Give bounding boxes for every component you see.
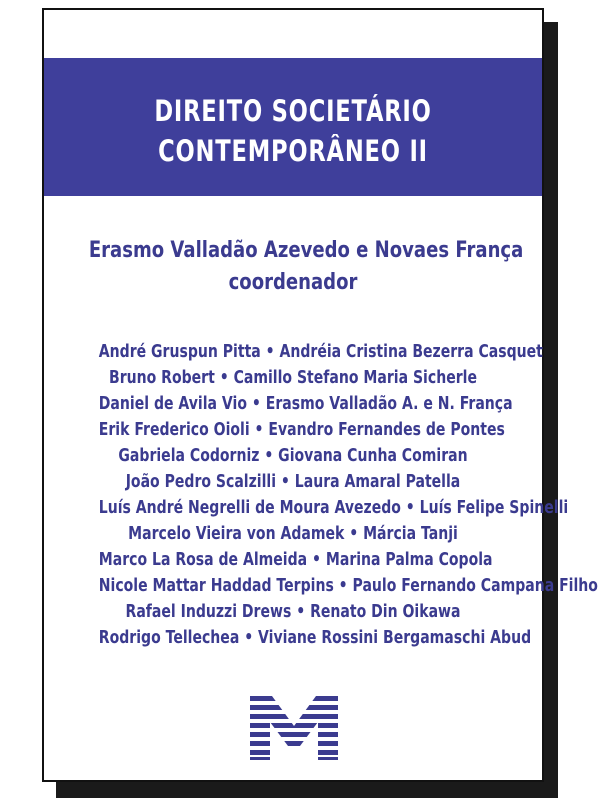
author-line: Erik Frederico Oioli • Evandro Fernandes de Pontes [98,419,505,440]
author-line: Marco La Rosa de Almeida • Marina Palma Copola [98,549,493,570]
author-line: André Gruspun Pitta • Andréia Cristina Bezerra Casquet [98,341,543,362]
author-line: Rodrigo Tellechea • Viviane Rossini Bergamaschi Abud [98,627,532,648]
author-line: João Pedro Scalzilli • Laura Amaral Patella [125,471,461,492]
author-line: Luís André Negrelli de Moura Avezedo • Luís Felipe Spinelli [98,497,569,518]
title-line-2: CONTEMPORÂNEO II [158,134,428,168]
author-line: Rafael Induzzi Drews • Renato Din Oikawa [125,601,461,622]
coordinator-name: Erasmo Valladão Azevedo e Novaes França [88,238,524,263]
author-line: Nicole Mattar Haddad Terpins • Paulo Fernando Campana Filho [98,575,598,596]
author-line: Gabriela Codorniz • Giovana Cunha Comiran [118,445,468,466]
coordinator-role: coordenador [228,270,358,295]
author-line: Daniel de Avila Vio • Erasmo Valladão A. e N. França [98,393,513,414]
title-line-1: DIREITO SOCIETÁRIO [154,94,432,128]
author-line: Bruno Robert • Camillo Stefano Maria Sicherle [109,367,477,388]
author-line: Marcelo Vieira von Adamek • Márcia Tanji [128,523,458,544]
title-band [44,58,542,196]
publisher-logo-icon [250,696,338,760]
book-cover [42,8,598,782]
